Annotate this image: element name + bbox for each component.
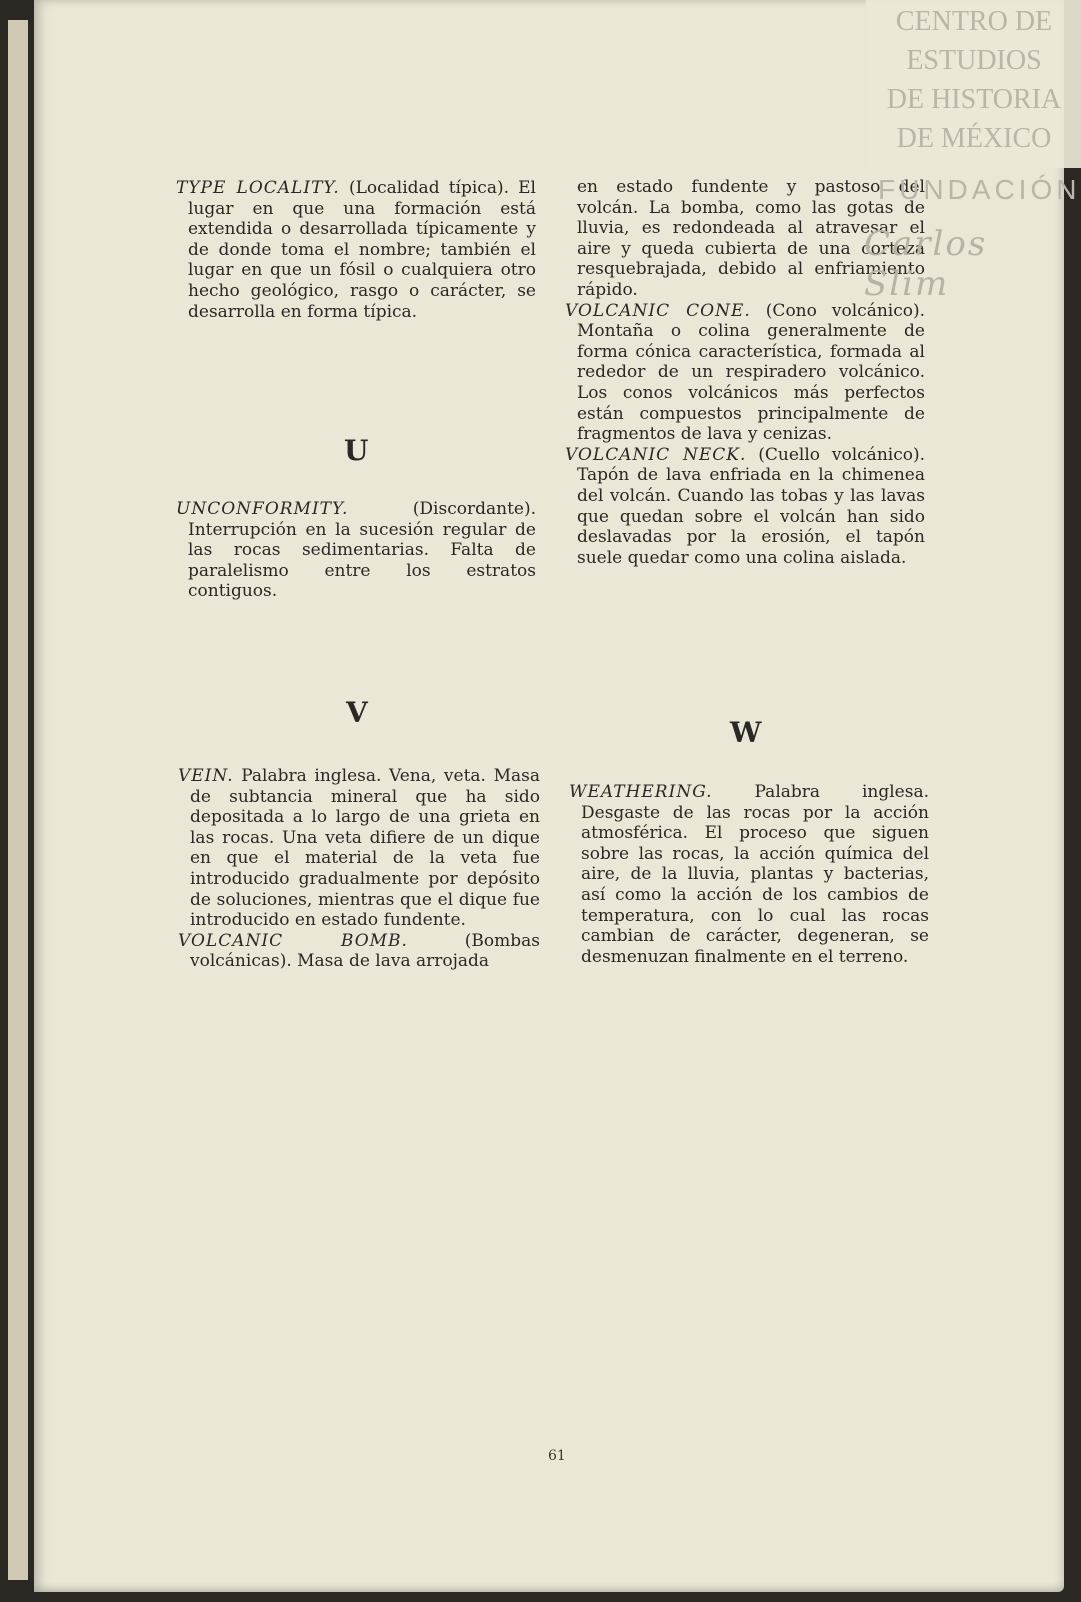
archive-stamp — [866, 0, 1081, 168]
term: VEIN. — [178, 766, 234, 786]
signature-watermark: Carlos Slim — [864, 224, 988, 304]
term: WEATHERING. — [569, 782, 713, 802]
entry-vein — [178, 766, 540, 972]
stamp-line: DE MÉXICO — [896, 123, 1052, 154]
definition: (Discordante). Interrupción en la sucesión regular de las rocas sedimentarias. Falta de paralelismo entre los estratos contiguos. — [188, 499, 536, 602]
entry-weathering — [569, 782, 929, 967]
entry-unconformity — [176, 499, 536, 602]
page-number: 61 — [548, 1448, 566, 1464]
term: VOLCANIC BOMB. — [178, 930, 408, 951]
stamp-line: CENTRO DE — [895, 6, 1053, 37]
stamp-line: ESTUDIOS — [906, 45, 1042, 76]
definition: Palabra inglesa. Desgaste de las rocas por la acción atmosférica. El proceso que siguen sobre las rocas, la acción química del aire, de la lluvia, plantas y bacterias, así como la acción de los cambios de temperatura, con lo cual las rocas cambian de carácter, degeneran, se desmenuzan finalmente en el terreno. — [581, 782, 929, 967]
entry-type-locality — [176, 178, 536, 322]
section-letter-w: W — [730, 716, 762, 749]
term: VOLCANIC NECK. — [565, 444, 747, 465]
term: TYPE LOCALITY. — [176, 178, 340, 198]
book-spine — [8, 20, 28, 1580]
definition: Palabra inglesa. Vena, veta. Masa de subtancia mineral que ha sido depositada a lo largo de una grieta en las rocas. Una veta difiere de un dique en que el material de la veta fue introducido gradualmente por depósito de soluciones, mientras que el dique fue introducido en estado fundente. — [190, 766, 540, 931]
term: VOLCANIC CONE. — [565, 300, 751, 321]
fundacion-watermark: FUNDACIÓN — [878, 174, 1081, 205]
section-letter-u: U — [344, 434, 369, 467]
definition: (Bombas volcánicas). Masa de lava arrojada — [190, 930, 540, 972]
definition: (Localidad típica). El lugar en que una formación está extendida o desarrollada típicamente y de donde toma el nombre; también el lugar en que un fósil o cualquiera otro hecho geológico, rasgo o carácter, se desarrolla en forma típica. — [188, 178, 536, 322]
term: UNCONFORMITY. — [176, 499, 349, 519]
definition: (Cono volcánico). Montaña o colina generalmente de forma cónica característica, formada al rededor de un respiradero volcánico. Los conos volcánicos más perfectos están compuestos principalmente de fragmentos de lava y cenizas. — [577, 300, 926, 445]
section-letter-v: V — [346, 696, 368, 729]
definition: (Cuello volcánico). Tapón de lava enfriada en la chimenea del volcán. Cuando las tobas y las lavas que quedan sobre el volcán han sido deslavadas por la erosión, el tapón suele quedar como una colina aislada. — [577, 444, 925, 568]
bomb-definition-continued: en estado fundente y pastoso del volcán. La bomba, como las gotas de lluvia, es redondeada al atravesar el aire y queda cubierta de una corteza resquebrajada, debido al enfriamiento rápido. — [577, 177, 925, 300]
stamp-line: DE HISTORIA — [886, 84, 1062, 115]
